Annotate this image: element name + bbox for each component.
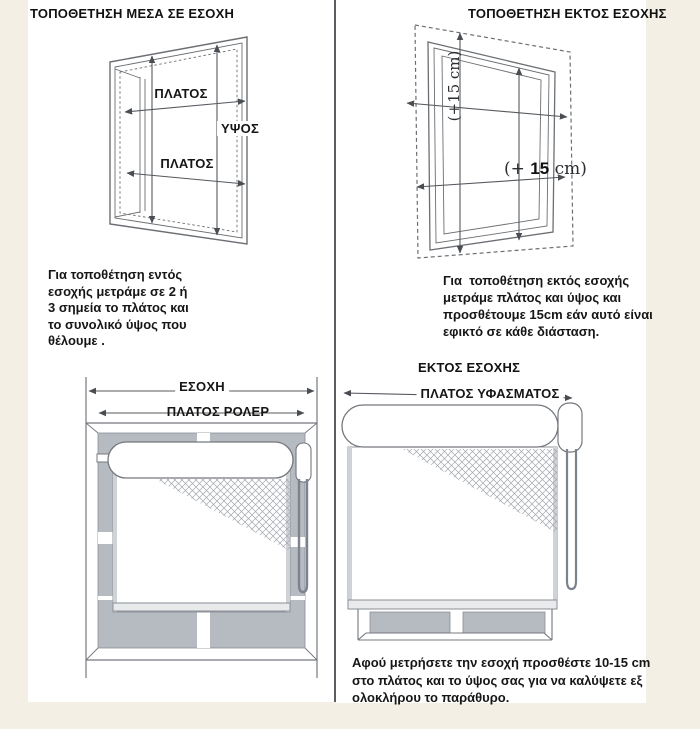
height-plus-15cm-label: (+15 cm) <box>445 50 463 122</box>
roller-outside-recess-diagram <box>336 385 648 650</box>
outside-recess-title: ΤΟΠΟΘΕΤΗΣΗ ΕΚΤΟΣ ΕΣΟΧΗΣ <box>468 6 667 21</box>
roller-tube <box>97 442 311 482</box>
width-plus-15cm-label: (+ 15 cm) <box>504 159 587 179</box>
blind-fabric <box>348 447 557 609</box>
outside-recess-window-diagram <box>336 20 648 270</box>
outside-recess-caption: Για τοποθέτηση εκτός εσοχής μετράμε πλάτος και ύψος και προσθέτουμε 15cm εάν αυτό είναι εφικτό σε κάθε διάσταση. <box>443 273 653 339</box>
outside-recess-bottom-title: ΕΚΤΟΣ ΕΣΟΧΗΣ <box>418 360 521 375</box>
recess-label: ΕΣΟΧΗ <box>175 379 229 394</box>
outside-recess-bottom-caption: Αφού μετρήσετε την εσοχή προσθέστε 10-15 cm στο πλάτος και το ύψος σας για να καλύψετε εξ ολοκλήρου το παράθυρο. <box>352 655 651 705</box>
inside-recess-caption: Για τοποθέτηση εντός εσοχής μετράμε σε 2 ή 3 σημεία το πλάτος και το συνολικό ύψος που θέλουμε . <box>48 267 189 348</box>
width-bottom-label: ΠΛΑΤΟΣ <box>160 156 214 171</box>
inside-recess-title: ΤΟΠΟΘΕΤΗΣΗ ΜΕΣΑ ΣΕ ΕΣΟΧΗ <box>30 6 235 21</box>
measure-arrows <box>407 33 567 253</box>
chain-loop <box>567 449 576 589</box>
recess-frame <box>110 37 247 244</box>
measure-arrows <box>125 45 245 235</box>
inside-recess-window-diagram <box>28 30 334 270</box>
fabric-width-label: ΠΛΑΤΟΣ ΥΦΑΣΜΑΤΟΣ <box>416 386 563 401</box>
window-below <box>358 609 552 640</box>
roller-tube <box>342 403 582 452</box>
height-label: ΥΨΟΣ <box>217 121 263 136</box>
dashed-outer-boundary <box>415 25 573 258</box>
roller-inside-recess-diagram <box>28 375 334 700</box>
roller-width-label: ΠΛΑΤΟΣ ΡΟΛΕΡ <box>166 404 270 419</box>
width-top-label: ΠΛΑΤΟΣ <box>154 86 208 101</box>
